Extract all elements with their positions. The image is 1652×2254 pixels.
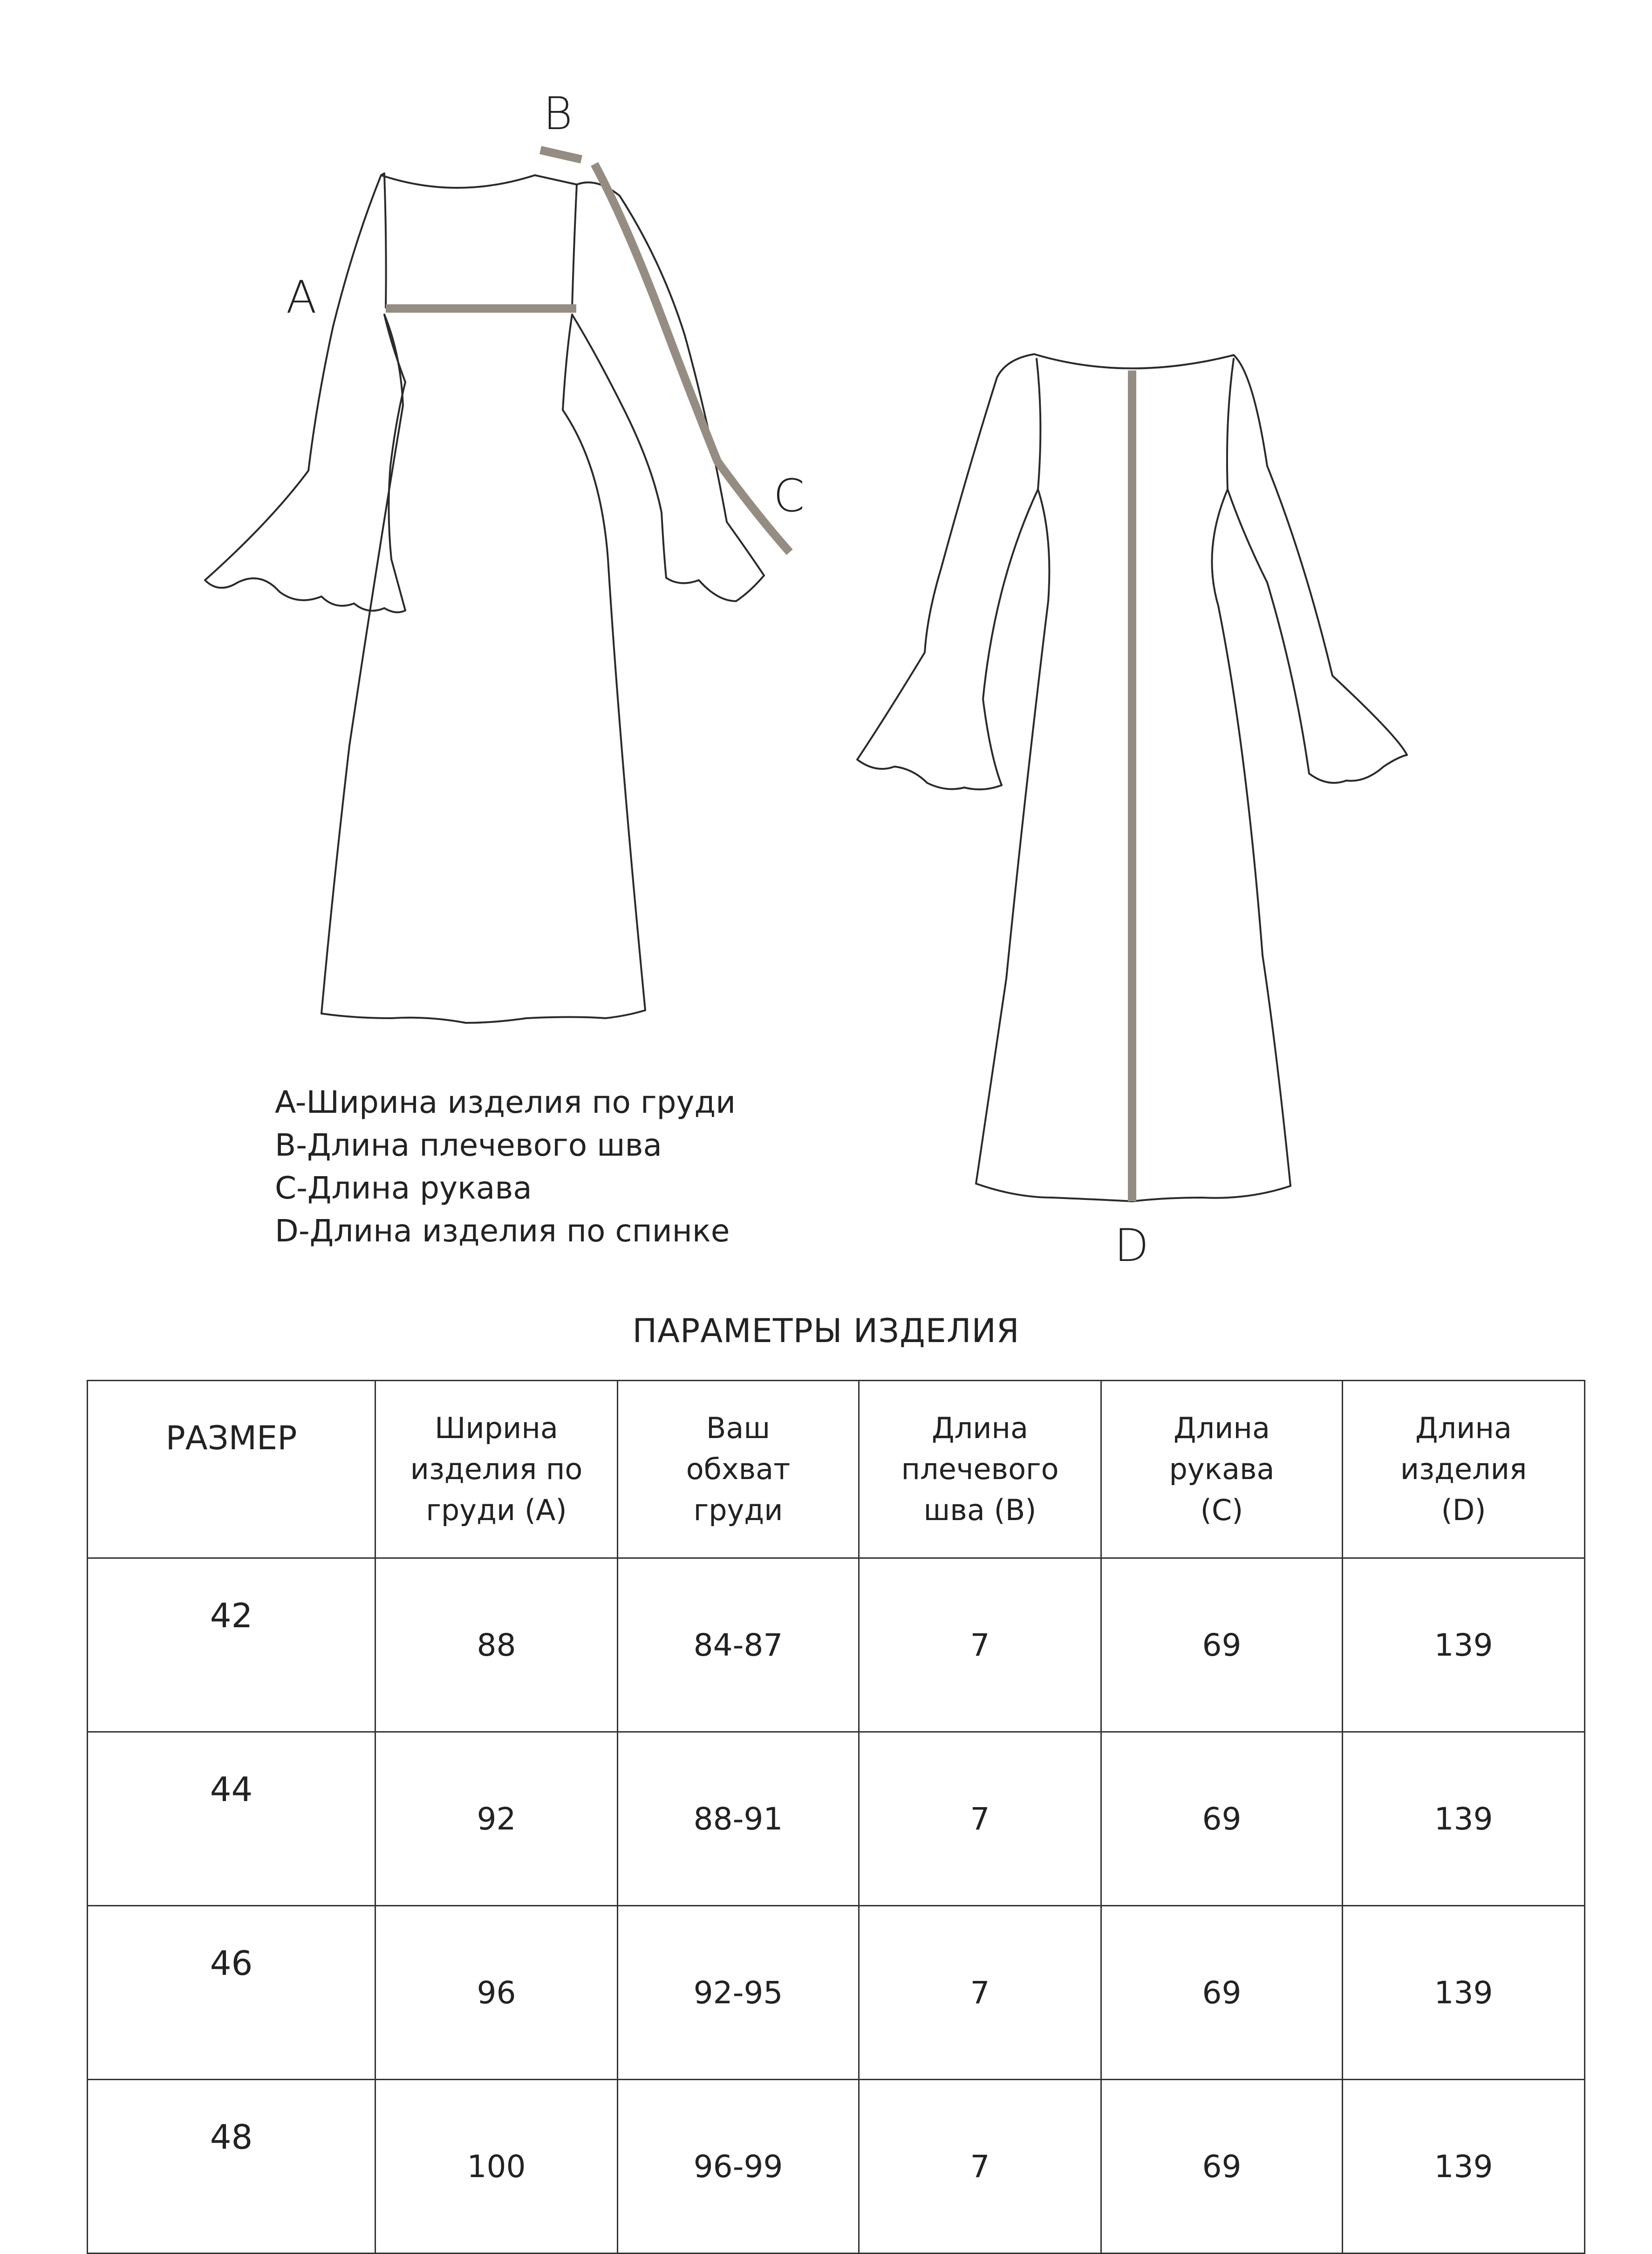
cell-your-chest: 84-87 [618,1558,859,1732]
header-line: Ваш [706,1411,771,1445]
header-line: шва (В) [923,1493,1037,1527]
label-b: B [543,88,573,140]
header-sleeve-length [1101,1381,1343,1558]
legend-item-d: D-Длина изделия по спинке [275,1213,730,1249]
header-line: (С) [1200,1493,1243,1527]
table-row [88,1558,1585,1732]
header-line: (D) [1441,1493,1486,1527]
cell-sleeve-length: 69 [1101,2080,1343,2254]
measure-line-b [540,150,581,159]
cell-size: 44 [88,1732,375,1906]
table-row [88,2080,1585,2254]
header-line: Длина [1174,1411,1270,1445]
table-row [88,1732,1585,1906]
header-shoulder-length [859,1381,1101,1558]
header-line: Ширина [435,1411,558,1445]
header-line: обхват [686,1452,791,1486]
header-chest-width [375,1381,618,1558]
header-line: плечевого [901,1452,1059,1486]
header-item-length [1343,1381,1585,1558]
cell-item-length: 139 [1343,1906,1585,2080]
cell-your-chest: 92-95 [618,1906,859,2080]
header-size-text: РАЗМЕР [165,1419,297,1457]
cell-chest-width: 88 [375,1558,618,1732]
label-a: A [286,271,317,323]
header-line: изделия по [410,1452,583,1486]
measurement-legend [275,1081,736,1253]
header-line: груди (А) [426,1493,567,1527]
size-parameters-table [87,1380,1585,2254]
cell-size: 46 [88,1906,375,2080]
cell-chest-width: 92 [375,1732,618,1906]
label-d: D [1114,1219,1149,1272]
table-row [88,1906,1585,2080]
table-header-row [88,1381,1585,1558]
cell-shoulder-length: 7 [859,1558,1101,1732]
table-title: ПАРАМЕТРЫ ИЗДЕЛИЯ [632,1312,1020,1350]
cell-your-chest: 88-91 [618,1732,859,1906]
cell-chest-width: 100 [375,2080,618,2254]
legend-item-b: B-Длина плечевого шва [275,1127,662,1163]
cell-your-chest: 96-99 [618,2080,859,2254]
cell-shoulder-length: 7 [859,2080,1101,2254]
cell-item-length: 139 [1343,1732,1585,1906]
header-line: Длина [932,1411,1028,1445]
cell-item-length: 139 [1343,1558,1585,1732]
header-line: груди [693,1493,783,1527]
cell-sleeve-length: 69 [1101,1906,1343,2080]
header-size [88,1381,375,1558]
front-measure-lines [386,150,790,552]
label-c: C [773,470,805,522]
header-line: изделия [1400,1452,1527,1486]
cell-sleeve-length: 69 [1101,1558,1343,1732]
legend-item-a: A-Ширина изделия по груди [275,1084,736,1120]
cell-sleeve-length: 69 [1101,1732,1343,1906]
header-your-chest [618,1381,859,1558]
cell-chest-width: 96 [375,1906,618,2080]
cell-shoulder-length: 7 [859,1732,1101,1906]
measure-line-c [594,164,790,552]
header-line: Длина [1415,1411,1512,1445]
header-line: рукава [1169,1452,1275,1486]
cell-item-length: 139 [1343,2080,1585,2254]
cell-size: 48 [88,2080,375,2254]
legend-item-c: C-Длина рукава [275,1170,532,1206]
cell-shoulder-length: 7 [859,1906,1101,2080]
cell-size: 42 [88,1558,375,1732]
